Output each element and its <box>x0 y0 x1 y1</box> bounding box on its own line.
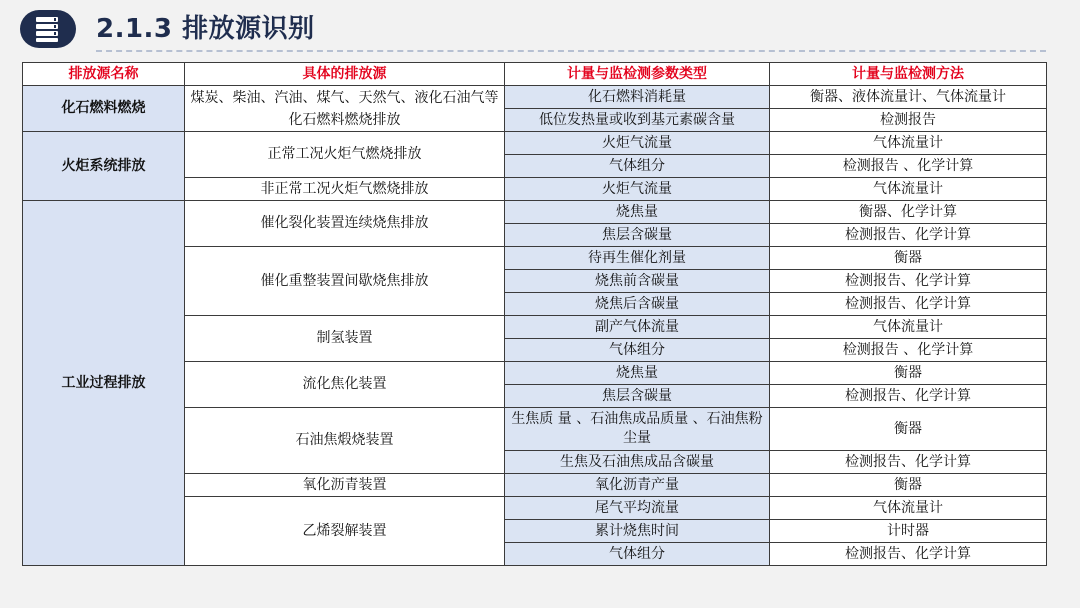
source-cell: 正常工况火炬气燃烧排放 <box>185 132 505 178</box>
method-cell: 气体流量计 <box>770 178 1047 201</box>
method-cell: 检测报告 、化学计算 <box>770 339 1047 362</box>
method-cell: 检测报告、化学计算 <box>770 293 1047 316</box>
source-cell: 制氢装置 <box>185 316 505 362</box>
parameter-cell: 待再生催化剂量 <box>505 247 770 270</box>
method-cell: 气体流量计 <box>770 132 1047 155</box>
method-cell: 气体流量计 <box>770 316 1047 339</box>
method-cell: 检测报告、化学计算 <box>770 224 1047 247</box>
parameter-cell: 副产气体流量 <box>505 316 770 339</box>
parameter-cell: 生焦及石油焦成品含碳量 <box>505 451 770 474</box>
category-cell: 工业过程排放 <box>23 201 185 566</box>
source-cell: 氧化沥青装置 <box>185 474 505 497</box>
parameter-cell: 生焦质 量 、石油焦成品质量 、石油焦粉尘量 <box>505 408 770 451</box>
method-cell: 衡器 <box>770 474 1047 497</box>
method-cell: 检测报告 <box>770 109 1047 132</box>
parameter-cell: 气体组分 <box>505 339 770 362</box>
method-cell: 计时器 <box>770 520 1047 543</box>
parameter-cell: 烧焦量 <box>505 362 770 385</box>
source-cell: 催化重整装置间歇烧焦排放 <box>185 247 505 316</box>
method-cell: 衡器、液体流量计、气体流量计 <box>770 86 1047 109</box>
header-parameter-type: 计量与监检测参数类型 <box>505 63 770 86</box>
method-cell: 衡器 <box>770 247 1047 270</box>
source-cell: 催化裂化装置连续烧焦排放 <box>185 201 505 247</box>
parameter-cell: 烧焦量 <box>505 201 770 224</box>
category-cell: 火炬系统排放 <box>23 132 185 201</box>
emission-source-table <box>22 62 1047 566</box>
parameter-cell: 火炬气流量 <box>505 178 770 201</box>
method-cell: 检测报告 、化学计算 <box>770 155 1047 178</box>
parameter-cell: 气体组分 <box>505 543 770 566</box>
header-method: 计量与监检测方法 <box>770 63 1047 86</box>
source-cell: 石油焦煅烧装置 <box>185 408 505 474</box>
source-cell: 乙烯裂解装置 <box>185 497 505 566</box>
category-cell: 化石燃料燃烧 <box>23 86 185 132</box>
table-header-row <box>23 63 1047 86</box>
database-icon <box>18 8 78 50</box>
method-cell: 检测报告、化学计算 <box>770 385 1047 408</box>
method-cell: 气体流量计 <box>770 497 1047 520</box>
title-divider <box>96 50 1046 52</box>
parameter-cell: 烧焦后含碳量 <box>505 293 770 316</box>
source-cell: 流化焦化装置 <box>185 362 505 408</box>
page-title: 2.1.3 排放源识别 <box>96 14 315 44</box>
parameter-cell: 累计烧焦时间 <box>505 520 770 543</box>
parameter-cell: 烧焦前含碳量 <box>505 270 770 293</box>
table-row <box>23 86 1047 109</box>
table-row <box>23 201 1047 224</box>
method-cell: 检测报告、化学计算 <box>770 270 1047 293</box>
parameter-cell: 焦层含碳量 <box>505 224 770 247</box>
method-cell: 衡器 <box>770 408 1047 451</box>
method-cell: 衡器 <box>770 362 1047 385</box>
source-cell: 煤炭、柴油、汽油、煤气、天然气、液化石油气等化石燃料燃烧排放 <box>185 86 505 132</box>
parameter-cell: 化石燃料消耗量 <box>505 86 770 109</box>
method-cell: 检测报告、化学计算 <box>770 451 1047 474</box>
source-cell: 非正常工况火炬气燃烧排放 <box>185 178 505 201</box>
parameter-cell: 氧化沥青产量 <box>505 474 770 497</box>
parameter-cell: 尾气平均流量 <box>505 497 770 520</box>
header-specific-source: 具体的排放源 <box>185 63 505 86</box>
method-cell: 衡器、化学计算 <box>770 201 1047 224</box>
method-cell: 检测报告、化学计算 <box>770 543 1047 566</box>
slide-header <box>0 0 1080 54</box>
parameter-cell: 焦层含碳量 <box>505 385 770 408</box>
parameter-cell: 火炬气流量 <box>505 132 770 155</box>
parameter-cell: 低位发热量或收到基元素碳含量 <box>505 109 770 132</box>
table-row <box>23 132 1047 155</box>
header-source-category: 排放源名称 <box>23 63 185 86</box>
parameter-cell: 气体组分 <box>505 155 770 178</box>
